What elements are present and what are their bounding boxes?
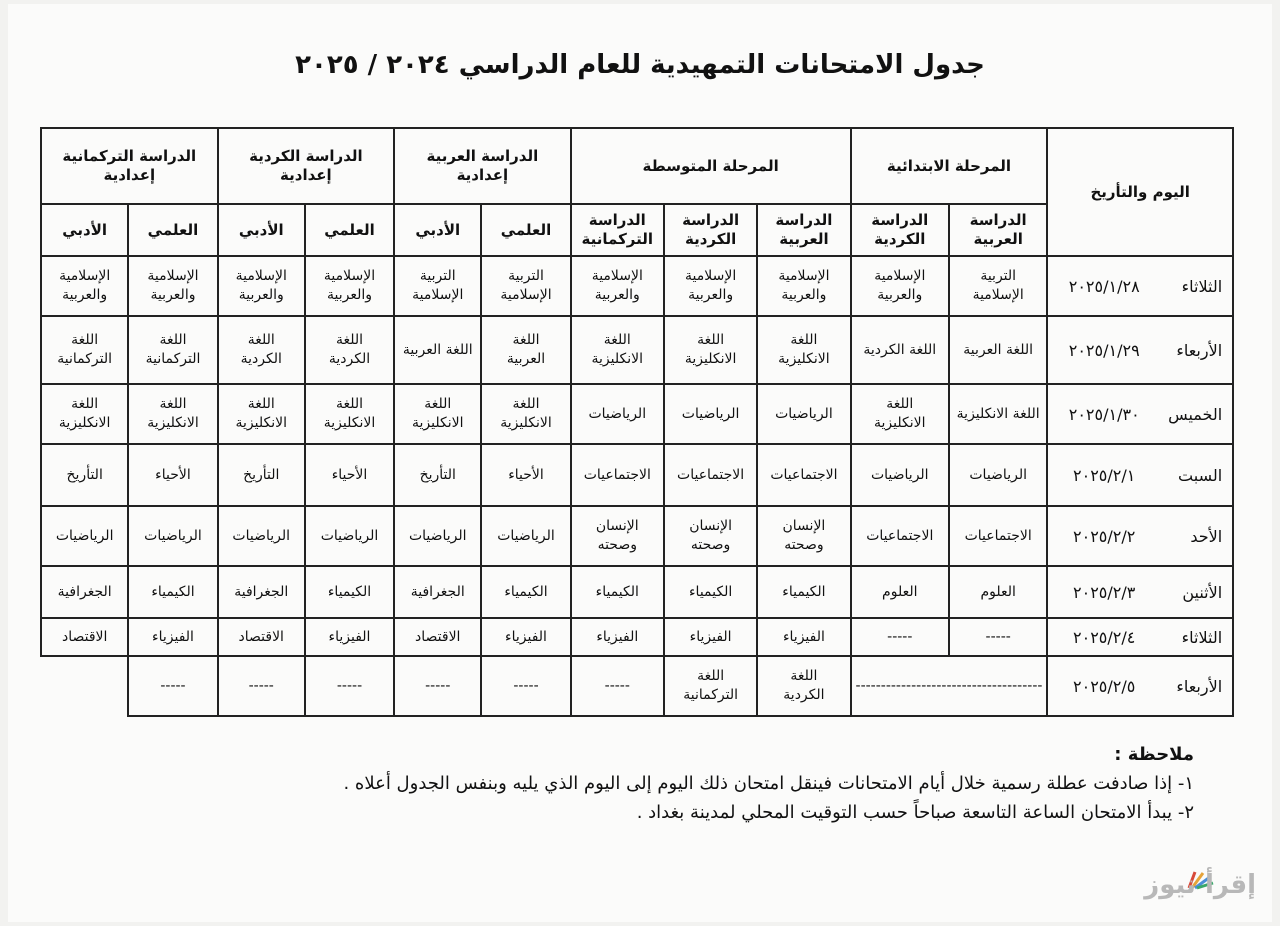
group-header-primary: المرحلة الابتدائية <box>851 128 1048 204</box>
exam-cell: اللغة الانكليزية <box>571 316 664 384</box>
sub-header: الدراسة التركمانية <box>571 204 664 256</box>
exam-cell: الفيزياء <box>664 618 757 656</box>
exam-cell: الفيزياء <box>571 618 664 656</box>
exam-cell: الإسلامية والعربية <box>305 256 394 316</box>
exam-cell: الإسلامية والعربية <box>218 256 305 316</box>
exam-cell: التأريخ <box>41 444 128 506</box>
day-name: الثلاثاء <box>1181 627 1223 647</box>
exam-cell: الجغرافية <box>218 566 305 618</box>
exam-cell: الإنسان وصحته <box>571 506 664 566</box>
exam-cell: ----- <box>851 618 949 656</box>
exam-cell: اللغة العربية <box>481 316 570 384</box>
sub-header: الدراسة العربية <box>949 204 1047 256</box>
day-date-cell <box>1047 316 1233 384</box>
day-date-cell <box>1047 566 1233 618</box>
exam-cell: الرياضيات <box>949 444 1047 506</box>
sub-header: الدراسة الكردية <box>664 204 757 256</box>
exam-cell: الرياضيات <box>757 384 850 444</box>
exam-cell: الاجتماعيات <box>851 506 949 566</box>
day-name: الأحد <box>1190 526 1223 546</box>
day-name: الخميس <box>1168 404 1223 424</box>
exam-cell: ----- <box>394 656 481 716</box>
exam-cell: اللغة الكردية <box>851 316 949 384</box>
exam-cell: التربية الإسلامية <box>481 256 570 316</box>
exam-cell: الإسلامية والعربية <box>757 256 850 316</box>
exam-cell: الاقتصاد <box>218 618 305 656</box>
exam-cell: ----- <box>949 618 1047 656</box>
exam-cell: الجغرافية <box>41 566 128 618</box>
exam-cell: ----- <box>128 656 217 716</box>
exam-cell: التأريخ <box>218 444 305 506</box>
day-name: الثلاثاء <box>1181 276 1223 296</box>
exam-cell: الأحياء <box>481 444 570 506</box>
exam-cell: الاقتصاد <box>41 618 128 656</box>
exam-cell: الرياضيات <box>571 384 664 444</box>
exam-cell: اللغة الانكليزية <box>394 384 481 444</box>
exam-cell: اللغة الانكليزية <box>851 384 949 444</box>
day-date: ٢٠٢٥/٢/٣ <box>1073 582 1136 602</box>
exam-cell: الإسلامية والعربية <box>664 256 757 316</box>
exam-cell: ----- <box>571 656 664 716</box>
sub-header: الأدبي <box>394 204 481 256</box>
table-row <box>41 618 1233 656</box>
exam-cell: اللغة الكردية <box>757 656 850 716</box>
exam-cell: ----- <box>305 656 394 716</box>
table-row <box>41 384 1233 444</box>
day-date-cell <box>1047 256 1233 316</box>
exam-cell: الاقتصاد <box>394 618 481 656</box>
day-date: ٢٠٢٥/٢/٥ <box>1073 676 1136 696</box>
group-header-turkmen-prep: الدراسة التركمانية إعدادية <box>41 128 218 204</box>
exam-cell: الإسلامية والعربية <box>128 256 217 316</box>
table-row <box>41 444 1233 506</box>
sub-header: الدراسة العربية <box>757 204 850 256</box>
exam-cell: الفيزياء <box>128 618 217 656</box>
exam-cell: الرياضيات <box>305 506 394 566</box>
watermark-logo <box>1140 868 1260 912</box>
exam-cell: اللغة التركمانية <box>664 656 757 716</box>
exam-cell: الاجتماعيات <box>664 444 757 506</box>
day-date: ٢٠٢٥/٢/١ <box>1073 465 1136 485</box>
exam-cell: الرياضيات <box>664 384 757 444</box>
exam-cell: اللغة الانكليزية <box>128 384 217 444</box>
exam-cell: التأريخ <box>394 444 481 506</box>
group-header-arabic-prep: الدراسة العربية إعدادية <box>394 128 571 204</box>
exam-cell: الكيمياء <box>571 566 664 618</box>
note-item: ١- إذا صادفت عطلة رسمية خلال أيام الامتحانات فينقل امتحان ذلك اليوم إلى اليوم الذي يليه وبنفس الجدول أعلاه . <box>343 773 1194 794</box>
exam-cell: الجغرافية <box>394 566 481 618</box>
exam-cell: الإسلامية والعربية <box>571 256 664 316</box>
day-date-cell <box>1047 506 1233 566</box>
exam-cell: التربية الإسلامية <box>949 256 1047 316</box>
group-header-intermediate: المرحلة المتوسطة <box>571 128 851 204</box>
day-name: الأربعاء <box>1176 340 1223 360</box>
exam-cell: الفيزياء <box>481 618 570 656</box>
table-row <box>41 656 1233 716</box>
exam-cell: الكيمياء <box>481 566 570 618</box>
exam-cell: الكيمياء <box>305 566 394 618</box>
exam-cell: اللغة الانكليزية <box>218 384 305 444</box>
header-row-groups <box>41 128 1233 204</box>
exam-cell: الإسلامية والعربية <box>851 256 949 316</box>
exam-cell: الكيمياء <box>757 566 850 618</box>
exam-cell: اللغة العربية <box>949 316 1047 384</box>
exam-cell: اللغة الانكليزية <box>41 384 128 444</box>
exam-cell: الإسلامية والعربية <box>41 256 128 316</box>
day-name: الأثنين <box>1182 582 1223 602</box>
sub-header: الأدبي <box>218 204 305 256</box>
day-date-header: اليوم والتأريخ <box>1047 128 1233 256</box>
exam-cell: الاجتماعيات <box>949 506 1047 566</box>
exam-cell: ----- <box>481 656 570 716</box>
exam-schedule-table <box>40 127 1234 717</box>
sub-header: العلمي <box>128 204 217 256</box>
exam-cell: الفيزياء <box>305 618 394 656</box>
table-row <box>41 316 1233 384</box>
exam-cell: الإنسان وصحته <box>757 506 850 566</box>
day-date-cell <box>1047 444 1233 506</box>
exam-cell: العلوم <box>949 566 1047 618</box>
day-date-cell <box>1047 618 1233 656</box>
exam-cell: الرياضيات <box>41 506 128 566</box>
day-date: ٢٠٢٥/١/٢٨ <box>1068 276 1140 296</box>
exam-cell: التربية الإسلامية <box>394 256 481 316</box>
exam-cell: اللغة التركمانية <box>128 316 217 384</box>
exam-cell: العلوم <box>851 566 949 618</box>
exam-cell: الإنسان وصحته <box>664 506 757 566</box>
notes-section <box>94 740 1194 827</box>
page-title: جدول الامتحانات التمهيدية للعام الدراسي ٢٠٢٤ / ٢٠٢٥ <box>295 50 985 80</box>
exam-cell: الكيمياء <box>664 566 757 618</box>
exam-cell: الرياضيات <box>394 506 481 566</box>
group-header-kurdish-prep: الدراسة الكردية إعدادية <box>218 128 395 204</box>
exam-cell: الرياضيات <box>218 506 305 566</box>
watermark-text: إقرأ نيوز <box>1144 870 1256 900</box>
day-date-cell <box>1047 656 1233 716</box>
day-name: الأربعاء <box>1176 676 1223 696</box>
exam-cell: الاجتماعيات <box>757 444 850 506</box>
exam-cell: الاجتماعيات <box>571 444 664 506</box>
exam-cell: الفيزياء <box>757 618 850 656</box>
day-date: ٢٠٢٥/١/٣٠ <box>1068 404 1140 424</box>
sub-header: الأدبي <box>41 204 128 256</box>
day-date: ٢٠٢٥/٢/٢ <box>1073 526 1136 546</box>
sub-header: العلمي <box>305 204 394 256</box>
exam-cell: اللغة الكردية <box>305 316 394 384</box>
exam-cell: الكيمياء <box>128 566 217 618</box>
exam-cell: ----- <box>218 656 305 716</box>
day-date: ٢٠٢٥/١/٢٩ <box>1068 340 1140 360</box>
day-date: ٢٠٢٥/٢/٤ <box>1073 627 1136 647</box>
exam-cell: اللغة الكردية <box>218 316 305 384</box>
exam-cell: اللغة الانكليزية <box>305 384 394 444</box>
exam-cell: اللغة الانكليزية <box>664 316 757 384</box>
sub-header: الدراسة الكردية <box>851 204 949 256</box>
exam-cell: الرياضيات <box>481 506 570 566</box>
exam-cell: اللغة الانكليزية <box>949 384 1047 444</box>
table-row <box>41 566 1233 618</box>
merged-primary-cell: ------------------------------------- <box>851 656 1048 716</box>
day-name: السبت <box>1178 465 1223 485</box>
exam-cell: اللغة التركمانية <box>41 316 128 384</box>
exam-cell: اللغة العربية <box>394 316 481 384</box>
notes-heading: ملاحظة : <box>1114 744 1194 765</box>
exam-cell: الأحياء <box>128 444 217 506</box>
table-row <box>41 256 1233 316</box>
exam-cell: الرياضيات <box>851 444 949 506</box>
note-item: ٢- يبدأ الامتحان الساعة التاسعة صباحاً حسب التوقيت المحلي لمدينة بغداد . <box>636 802 1194 823</box>
table-row <box>41 506 1233 566</box>
exam-cell: اللغة الانكليزية <box>757 316 850 384</box>
exam-cell: الرياضيات <box>128 506 217 566</box>
day-date-cell <box>1047 384 1233 444</box>
exam-cell: اللغة الانكليزية <box>481 384 570 444</box>
exam-cell: الأحياء <box>305 444 394 506</box>
sub-header: العلمي <box>481 204 570 256</box>
